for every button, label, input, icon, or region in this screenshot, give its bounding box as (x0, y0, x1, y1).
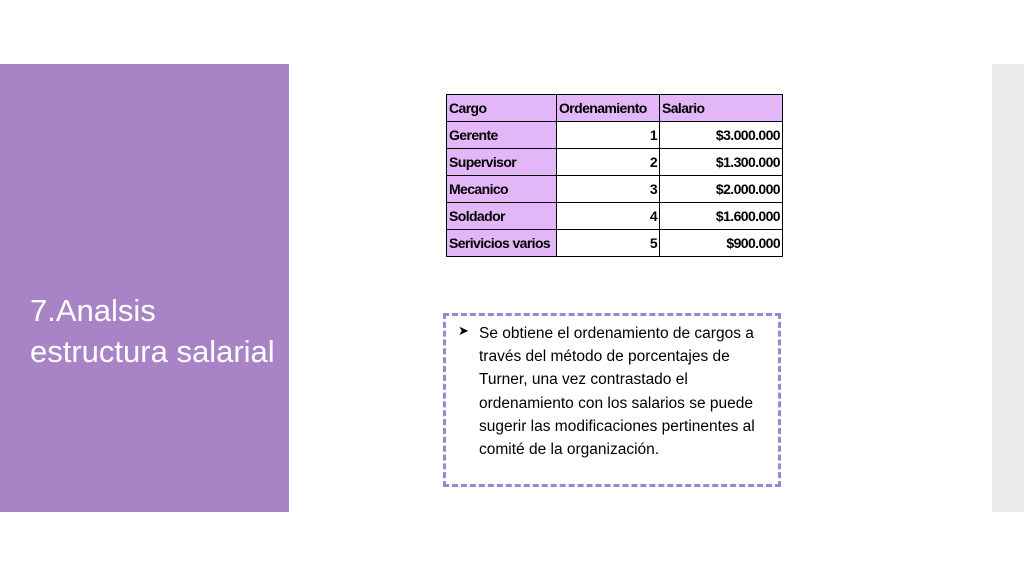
table-row (447, 122, 783, 149)
table-header-row (447, 95, 783, 122)
header-cargo: Cargo (447, 95, 557, 122)
ordenamiento-cell: 5 (557, 230, 660, 257)
salario-cell: $3.000.000 (660, 122, 783, 149)
right-side-bar (992, 64, 1024, 512)
slide-title: 7.Analsis estructura salarial (30, 293, 275, 369)
title-panel (0, 64, 289, 512)
salary-table (446, 94, 783, 257)
header-salario: Salario (660, 95, 783, 122)
cargo-cell: Gerente (447, 122, 557, 149)
table-row (447, 203, 783, 230)
salario-cell: $2.000.000 (660, 176, 783, 203)
table-row (447, 230, 783, 257)
table-row (447, 176, 783, 203)
table-row (447, 149, 783, 176)
note-box (443, 313, 781, 487)
cargo-cell: Soldador (447, 203, 557, 230)
salario-cell: $1.300.000 (660, 149, 783, 176)
header-ordenamiento: Ordenamiento (557, 95, 660, 122)
cargo-cell: Mecanico (447, 176, 557, 203)
cargo-cell: Serivicios varios (447, 230, 557, 257)
salario-cell: $900.000 (660, 230, 783, 257)
note-text: Se obtiene el ordenamiento de cargos a través del método de porcentajes de Turner, una vez contrastado el ordenamiento con los salarios se puede sugerir las modificaciones pertinentes al comité de la organización. (479, 325, 755, 459)
ordenamiento-cell: 1 (557, 122, 660, 149)
cargo-cell: Supervisor (447, 149, 557, 176)
ordenamiento-cell: 2 (557, 149, 660, 176)
ordenamiento-cell: 4 (557, 203, 660, 230)
ordenamiento-cell: 3 (557, 176, 660, 203)
arrow-bullet-icon: ➤ (458, 324, 469, 339)
salario-cell: $1.600.000 (660, 203, 783, 230)
